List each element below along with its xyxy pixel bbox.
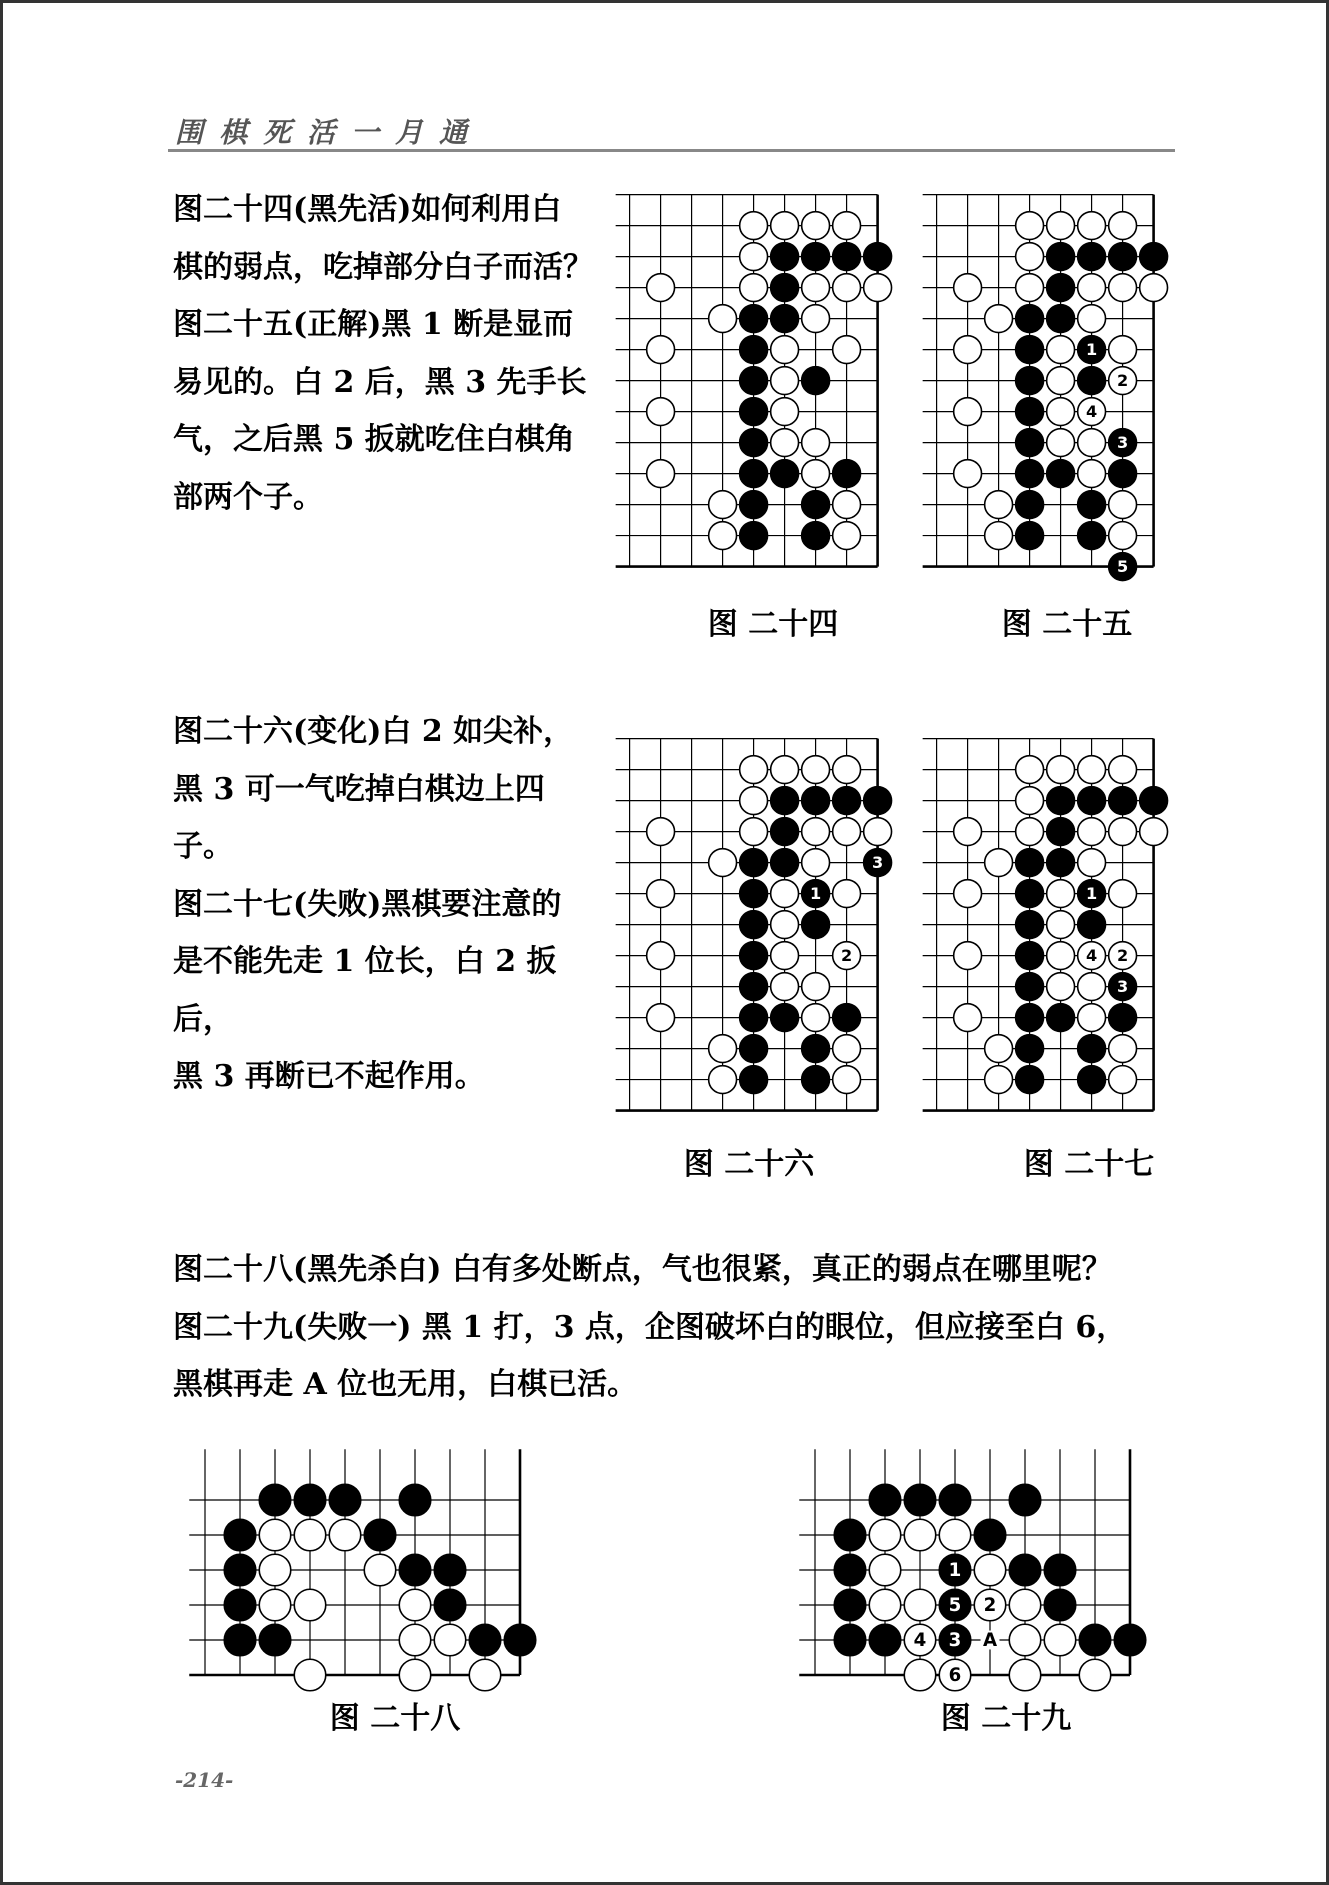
white-stone [833, 491, 861, 519]
black-stone [1016, 522, 1044, 550]
black-stone [1078, 243, 1106, 271]
white-stone [1109, 522, 1137, 550]
white-stone [1109, 1066, 1137, 1094]
black-stone [1016, 942, 1044, 970]
black-stone [1047, 460, 1075, 488]
white-stone [259, 1589, 291, 1621]
move-number: 3 [1117, 977, 1129, 997]
black-stone [1078, 911, 1106, 939]
white-stone [647, 1004, 675, 1032]
black-stone [802, 243, 830, 271]
text-block-28-29 [173, 1241, 1183, 1414]
white-stone [904, 1659, 936, 1691]
white-stone [1109, 212, 1137, 240]
black-stone [740, 429, 768, 457]
white-stone [1109, 274, 1137, 302]
white-stone [1047, 880, 1075, 908]
black-stone [1114, 1624, 1146, 1656]
running-header-title: 围棋死活一月通 [175, 116, 484, 149]
text-line: 图二十九(失败一) 黑 1 打，3 点，企图破坏白的眼位，但应接至白 6， [173, 1309, 1127, 1345]
black-stone [740, 336, 768, 364]
text-line: 图二十八(黑先杀白) 白有多处断点，气也很紧，真正的弱点在哪里呢？ [173, 1252, 1112, 1287]
black-stone [1140, 787, 1168, 815]
white-stone [399, 1589, 431, 1621]
white-stone [864, 818, 892, 846]
white-stone [1009, 1589, 1041, 1621]
black-stone [834, 1624, 866, 1656]
black-stone [1047, 305, 1075, 333]
black-stone [1109, 1004, 1137, 1032]
white-stone [1016, 756, 1044, 784]
white-stone [1078, 973, 1106, 1001]
text-block-24-25 [173, 181, 613, 526]
move-number: 4 [913, 1629, 927, 1651]
point-label: A [982, 1629, 998, 1651]
white-stone [469, 1659, 501, 1691]
white-stone [1016, 243, 1044, 271]
white-stone [869, 1589, 901, 1621]
black-stone [771, 274, 799, 302]
white-stone [294, 1589, 326, 1621]
white-stone [974, 1554, 1006, 1586]
white-stone [740, 818, 768, 846]
black-stone [1016, 460, 1044, 488]
white-stone [709, 491, 737, 519]
black-stone [504, 1624, 536, 1656]
black-stone [1016, 491, 1044, 519]
white-stone [954, 880, 982, 908]
black-stone [833, 787, 861, 815]
move-number: 1 [948, 1559, 962, 1581]
white-stone [1078, 305, 1106, 333]
move-number: 2 [1117, 371, 1129, 391]
white-stone [954, 274, 982, 302]
white-stone [709, 1035, 737, 1063]
black-stone [259, 1484, 291, 1516]
black-stone [1078, 491, 1106, 519]
black-stone [1079, 1624, 1111, 1656]
black-stone [771, 243, 799, 271]
white-stone [802, 849, 830, 877]
white-stone [802, 305, 830, 333]
white-stone [985, 849, 1013, 877]
white-stone [802, 818, 830, 846]
white-stone [1078, 429, 1106, 457]
white-stone [771, 942, 799, 970]
black-stone [1109, 460, 1137, 488]
black-stone [833, 243, 861, 271]
black-stone [1016, 880, 1044, 908]
black-stone [1078, 1066, 1106, 1094]
black-stone [740, 1066, 768, 1094]
move-number: 5 [948, 1594, 962, 1616]
white-stone [954, 460, 982, 488]
black-stone [740, 491, 768, 519]
black-stone [740, 973, 768, 1001]
black-stone [1078, 1035, 1106, 1063]
white-stone [833, 1035, 861, 1063]
white-stone [1047, 429, 1075, 457]
white-stone [647, 818, 675, 846]
text-line: 黑 3 再断已不起作用。 [173, 1059, 485, 1094]
black-stone [1109, 243, 1137, 271]
white-stone [954, 942, 982, 970]
white-stone [1047, 756, 1075, 784]
white-stone [647, 274, 675, 302]
black-stone [802, 787, 830, 815]
white-stone [985, 522, 1013, 550]
black-stone [771, 787, 799, 815]
black-stone [802, 911, 830, 939]
white-stone [1078, 756, 1106, 784]
black-stone [434, 1554, 466, 1586]
black-stone [740, 911, 768, 939]
white-stone [985, 491, 1013, 519]
text-line: 棋的弱点，吃掉部分白子而活？ [173, 249, 593, 285]
white-stone [1109, 1035, 1137, 1063]
text-line: 图二十六(变化)白 2 如尖补， [173, 714, 574, 749]
white-stone [740, 274, 768, 302]
white-stone [985, 305, 1013, 333]
text-line: 图二十四(黑先活)如何利用白 [173, 192, 562, 227]
black-stone [1078, 787, 1106, 815]
black-stone [259, 1624, 291, 1656]
white-stone [771, 756, 799, 784]
black-stone [939, 1484, 971, 1516]
black-stone [1009, 1554, 1041, 1586]
white-stone [364, 1554, 396, 1586]
white-stone [1047, 911, 1075, 939]
white-stone [833, 818, 861, 846]
black-stone [869, 1624, 901, 1656]
white-stone [771, 212, 799, 240]
white-stone [833, 522, 861, 550]
white-stone [833, 336, 861, 364]
white-stone [1109, 756, 1137, 784]
black-stone [1047, 849, 1075, 877]
text-line: 是不能先走 1 位长，白 2 扳后， [173, 944, 557, 1037]
white-stone [985, 1035, 1013, 1063]
black-stone [1016, 398, 1044, 426]
black-stone [1047, 274, 1075, 302]
black-stone [1016, 336, 1044, 364]
caption-28: 图 二十八 [329, 1701, 461, 1736]
black-stone [1016, 1004, 1044, 1032]
black-stone [329, 1484, 361, 1516]
text-line: 图二十五(正解)黑 1 断是显而 [173, 307, 574, 342]
white-stone [802, 212, 830, 240]
white-stone [647, 460, 675, 488]
white-stone [1009, 1624, 1041, 1656]
black-stone [1109, 787, 1137, 815]
white-stone [709, 305, 737, 333]
black-stone [740, 849, 768, 877]
black-stone [1016, 367, 1044, 395]
black-stone [224, 1554, 256, 1586]
black-stone [771, 305, 799, 333]
black-stone [1047, 243, 1075, 271]
black-stone [740, 522, 768, 550]
white-stone [1078, 460, 1106, 488]
white-stone [1044, 1624, 1076, 1656]
black-stone [1047, 1004, 1075, 1032]
black-stone [1047, 787, 1075, 815]
white-stone [1078, 818, 1106, 846]
white-stone [259, 1519, 291, 1551]
white-stone [939, 1519, 971, 1551]
white-stone [833, 880, 861, 908]
white-stone [802, 973, 830, 1001]
white-stone [802, 756, 830, 784]
black-stone [1009, 1484, 1041, 1516]
white-stone [399, 1624, 431, 1656]
white-stone [294, 1519, 326, 1551]
move-number: 2 [841, 946, 853, 966]
go-board-29 [794, 1444, 1151, 1696]
white-stone [1047, 942, 1075, 970]
text-line: 图二十七(失败)黑棋要注意的 [173, 886, 562, 922]
white-stone [434, 1624, 466, 1656]
move-number: 1 [1086, 884, 1098, 904]
white-stone [771, 429, 799, 457]
black-stone [802, 1066, 830, 1094]
black-stone [771, 460, 799, 488]
black-stone [224, 1519, 256, 1551]
white-stone [1109, 818, 1137, 846]
black-stone [399, 1484, 431, 1516]
white-stone [771, 880, 799, 908]
text-line: 易见的。白 2 后，黑 3 先手长 [173, 364, 587, 400]
text-block-26-27 [173, 703, 613, 1106]
move-number: 2 [1117, 946, 1129, 966]
white-stone [954, 1004, 982, 1032]
white-stone [1109, 491, 1137, 519]
white-stone [1047, 367, 1075, 395]
black-stone [864, 243, 892, 271]
move-number: 3 [872, 853, 884, 873]
text-line: 子。 [173, 829, 233, 864]
black-stone [833, 1004, 861, 1032]
black-stone [834, 1554, 866, 1586]
black-stone [1044, 1589, 1076, 1621]
white-stone [1078, 274, 1106, 302]
white-stone [1016, 787, 1044, 815]
black-stone [904, 1484, 936, 1516]
black-stone [1016, 911, 1044, 939]
white-stone [709, 849, 737, 877]
black-stone [224, 1589, 256, 1621]
white-stone [904, 1589, 936, 1621]
white-stone [771, 336, 799, 364]
black-stone [802, 491, 830, 519]
move-number: 2 [983, 1594, 997, 1616]
caption-25: 图 二十五 [1001, 607, 1133, 642]
black-stone [869, 1484, 901, 1516]
white-stone [647, 398, 675, 426]
black-stone [364, 1519, 396, 1551]
black-stone [224, 1624, 256, 1656]
move-number: 3 [948, 1629, 962, 1651]
white-stone [1109, 880, 1137, 908]
black-stone [771, 1004, 799, 1032]
black-stone [802, 1035, 830, 1063]
white-stone [954, 336, 982, 364]
move-number: 1 [810, 884, 822, 904]
white-stone [1109, 336, 1137, 364]
white-stone [329, 1519, 361, 1551]
go-board-28 [184, 1444, 541, 1696]
black-stone [834, 1589, 866, 1621]
white-stone [259, 1554, 291, 1586]
black-stone [802, 522, 830, 550]
white-stone [1140, 274, 1168, 302]
black-stone [833, 460, 861, 488]
white-stone [399, 1659, 431, 1691]
white-stone [954, 818, 982, 846]
white-stone [1079, 1659, 1111, 1691]
white-stone [802, 1004, 830, 1032]
white-stone [740, 212, 768, 240]
white-stone [740, 243, 768, 271]
white-stone [833, 274, 861, 302]
move-number: 4 [1086, 402, 1098, 422]
white-stone [1009, 1659, 1041, 1691]
white-stone [1078, 212, 1106, 240]
white-stone [869, 1554, 901, 1586]
black-stone [771, 818, 799, 846]
black-stone [469, 1624, 501, 1656]
move-number: 6 [948, 1664, 962, 1686]
caption-27: 图 二十七 [1023, 1147, 1155, 1182]
black-stone [740, 367, 768, 395]
black-stone [1047, 818, 1075, 846]
white-stone [1016, 818, 1044, 846]
move-number: 3 [1117, 433, 1129, 453]
caption-29: 图 二十九 [940, 1701, 1072, 1736]
move-number: 1 [1086, 340, 1098, 360]
white-stone [1016, 274, 1044, 302]
black-stone [974, 1519, 1006, 1551]
black-stone [1016, 849, 1044, 877]
header-rule [168, 149, 1175, 152]
text-line: 黑棋再走 A 位也无用，白棋已活。 [173, 1367, 638, 1402]
go-board-25 [918, 176, 1172, 585]
black-stone [1016, 1035, 1044, 1063]
black-stone [1078, 367, 1106, 395]
white-stone [802, 274, 830, 302]
text-line: 黑 3 可一气吃掉白棋边上四 [173, 771, 545, 807]
black-stone [1140, 243, 1168, 271]
white-stone [709, 522, 737, 550]
white-stone [647, 942, 675, 970]
black-stone [740, 880, 768, 908]
white-stone [802, 460, 830, 488]
black-stone [1078, 522, 1106, 550]
white-stone [771, 367, 799, 395]
page-number: -214- [175, 1768, 234, 1792]
white-stone [985, 1066, 1013, 1094]
go-board-24 [611, 176, 896, 585]
black-stone [740, 1035, 768, 1063]
black-stone [399, 1554, 431, 1586]
black-stone [740, 942, 768, 970]
white-stone [709, 1066, 737, 1094]
white-stone [1078, 849, 1106, 877]
text-line: 气，之后黑 5 扳就吃住白棋角 [173, 422, 575, 457]
black-stone [740, 1004, 768, 1032]
move-number: 5 [1117, 557, 1129, 577]
go-board-26 [611, 720, 896, 1129]
black-stone [1016, 305, 1044, 333]
move-number: 4 [1086, 946, 1098, 966]
white-stone [771, 973, 799, 1001]
black-stone [1044, 1554, 1076, 1586]
white-stone [647, 336, 675, 364]
white-stone [740, 787, 768, 815]
black-stone [740, 398, 768, 426]
black-stone [1016, 429, 1044, 457]
black-stone [771, 849, 799, 877]
white-stone [904, 1519, 936, 1551]
white-stone [833, 212, 861, 240]
text-line: 部两个子。 [173, 479, 323, 515]
white-stone [1047, 398, 1075, 426]
white-stone [954, 398, 982, 426]
white-stone [1047, 336, 1075, 364]
go-board-27 [918, 720, 1172, 1129]
caption-24: 图 二十四 [707, 607, 839, 642]
black-stone [834, 1519, 866, 1551]
white-stone [833, 756, 861, 784]
black-stone [864, 787, 892, 815]
white-stone [1140, 818, 1168, 846]
caption-26: 图 二十六 [683, 1147, 815, 1182]
white-stone [864, 274, 892, 302]
white-stone [771, 398, 799, 426]
white-stone [1047, 212, 1075, 240]
white-stone [1078, 1004, 1106, 1032]
black-stone [740, 460, 768, 488]
black-stone [1016, 973, 1044, 1001]
white-stone [740, 756, 768, 784]
white-stone [294, 1659, 326, 1691]
white-stone [647, 880, 675, 908]
black-stone [1016, 1066, 1044, 1094]
black-stone [802, 367, 830, 395]
white-stone [833, 1066, 861, 1094]
white-stone [771, 911, 799, 939]
black-stone [434, 1589, 466, 1621]
black-stone [740, 305, 768, 333]
white-stone [1016, 212, 1044, 240]
white-stone [869, 1519, 901, 1551]
black-stone [294, 1484, 326, 1516]
white-stone [1047, 973, 1075, 1001]
white-stone [802, 429, 830, 457]
